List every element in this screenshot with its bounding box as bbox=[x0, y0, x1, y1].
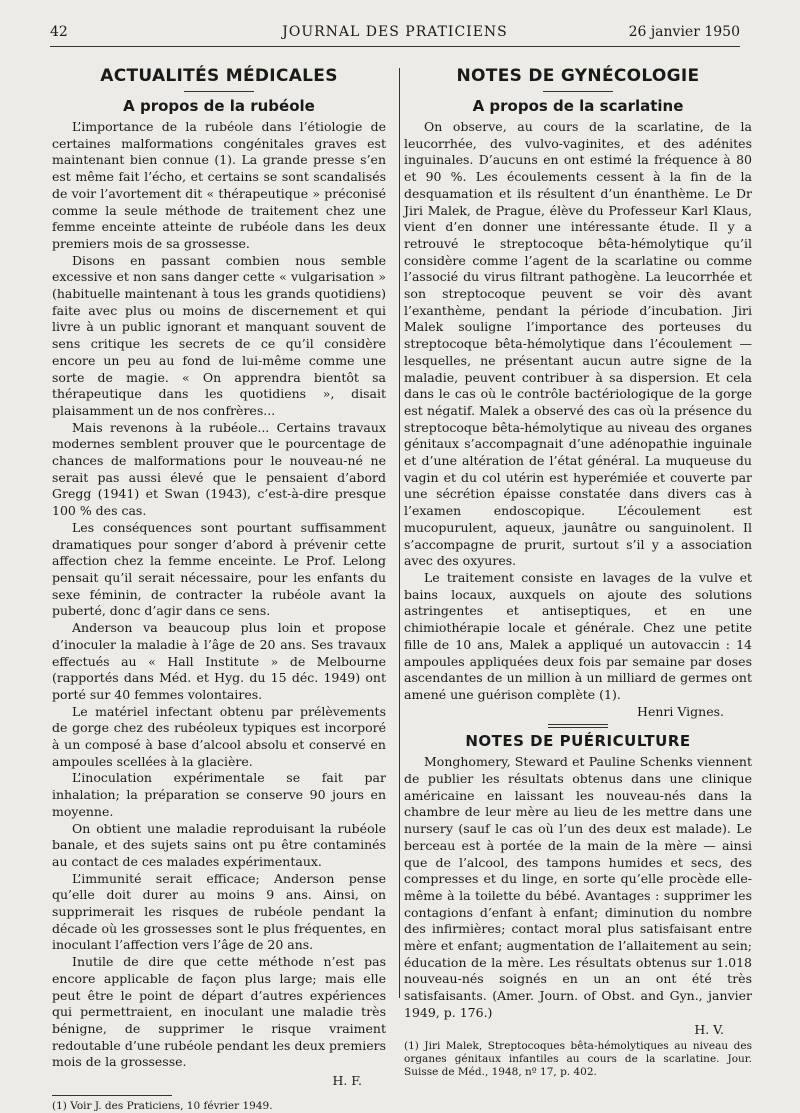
section-title-puericulture: NOTES DE PUÉRICULTURE bbox=[465, 732, 691, 751]
article-title-scarlatine: A propos de la scarlatine bbox=[472, 97, 684, 115]
paragraph: On obtient une maladie reproduisant la rubéole banale, et des sujets sains ont pu être contaminés au contact de ces malades expérimentaux. bbox=[52, 820, 386, 869]
paragraph: L’importance de la rubéole dans l’étiologie de certaines malformations congénitales graves est maintenant bien connue (1). La grande presse s’en est même fait l’écho, et certains se sont scandalisés de voir l’avortement dit « thérapeutique » préconisé comme la seule méthode de traitement chez une femme enceinte atteinte de rubéole dans les deux premiers mois de sa grossesse. bbox=[52, 119, 386, 251]
paragraph: On observe, au cours de la scarlatine, de la leucorrhée, des vulvo-vaginites, et des adénites inguinales. D’aucuns en ont estimé la fréquence à 80 et 90 %. Les écoulements cessent à la fin de la desquamation et ils résultent d’un énanthème. Le Dr Jiri Malek, de Prague, élève du Professeur Karl Klaus, vient d’en donner une intéressante étude. Il y a retrouvé le streptocoque bêta-hémolytique qu’il considère comme l’agent de la scarlatine ou comme l’associé du virus filtrant pathogène. La leucorrhée et son streptocoque peuvent se voir dès avant l’exanthème, pendant la période d’incubation. Jiri Malek souligne l’importance des porteuses du streptocoque bêta-hémolytique dans l’écoulement — lesquelles, ne présentant aucun autre signe de la maladie, peuvent contribuer à sa dispersion. Et cela dans le cas où le contrôle bactériologique de la gorge est négatif. Malek a observé des cas où la présence du streptocoque bêta-hémolytique au niveau des organes génitaux s’accompagnait d’une adénopathie inguinale et d’une altération de l’état général. La muqueuse du vagin et du col utérin est hyperémiée et couverte par une sécrétion épaisse constatée dans divers cas à l’examen endoscopique. L’écoulement est mucopurulent, aqueux, jaunâtre ou sanguinolent. Il s’accompagne de prurit, surtout s’il y a association avec des oxyures. bbox=[404, 119, 752, 569]
section-title-gynecologie: NOTES DE GYNÉCOLOGIE bbox=[456, 66, 700, 86]
left-column bbox=[52, 62, 386, 1113]
article-title-rubeole: A propos de la rubéole bbox=[123, 97, 315, 115]
title-rule bbox=[543, 91, 613, 92]
paragraph: L’immunité serait efficace; Anderson pense qu’elle doit durer au moins 9 ans. Ainsi, on supprimerait les risques de rubéole pendant la décade où les grossesses sont le plus fréquentes, en inoculant l’affection vers l’âge de 20 ans. bbox=[52, 870, 386, 953]
issue-date: 26 janvier 1950 bbox=[628, 24, 740, 40]
title-rule bbox=[184, 91, 254, 92]
journal-title: JOURNAL DES PRATICIENS bbox=[282, 24, 508, 40]
paragraph: L’inoculation expérimentale se fait par inhalation; la préparation se conserve 90 jours en moyenne. bbox=[52, 770, 386, 819]
paragraph: Anderson va beaucoup plus loin et propose d’inoculer la maladie à l’âge de 20 ans. Ses travaux effectués au « Hall Institute » de Melbourne (rapportés dans Méd. et Hyg. du 15 déc. 1949) ont porté sur 40 femmes volontaires. bbox=[52, 620, 386, 702]
paragraph: Inutile de dire que cette méthode n’est pas encore applicable de façon plus large; mais elle peut être le point de départ d’autres expériences qui permettraient, en inoculant une maladie très bénigne, de supprimer le risque vraiment redoutable d’une rubéole pendant les deux premiers mois de la grossesse. bbox=[52, 954, 386, 1070]
footnote: (1) Voir J. des Praticiens, 10 février 1949. bbox=[52, 1100, 273, 1113]
signature: H. F. bbox=[332, 1073, 362, 1089]
column-divider bbox=[399, 68, 400, 998]
signature: H. V. bbox=[694, 1021, 724, 1037]
paragraph: Les conséquences sont pourtant suffisamment dramatiques pour songer d’abord à prévenir cette affection chez la femme enceinte. Le Prof. Lelong pensait qu’il serait nécessaire, pour les enfants du sexe féminin, de contracter la rubéole avant la puberté, donc d’agir dans ce sens. bbox=[52, 519, 386, 619]
paragraph: Le matériel infectant obtenu par prélèvements de gorge chez des rubéoleux typiques est incorporé à un composé à base d’alcool absolu et conservé en ampoules scellées à la glacière. bbox=[52, 703, 386, 769]
paragraph: Mais revenons à la rubéole... Certains travaux modernes semblent prouver que le pourcentage de chances de malformations pour le nouveau-né ne serait pas aussi élevé que le pensaient d’abord Gregg (1941) et Swan (1943), c’est-à-dire presque 100 % des cas. bbox=[52, 419, 386, 519]
page-number: 42 bbox=[50, 24, 68, 40]
paragraph: Disons en passant combien nous semble excessive et non sans danger cette « vulgarisation » (habituelle maintenant à tous les grands quotidiens) faite avec plus ou moins de discernement et qui livre à un public ignorant et manquant souvent de sens critique les secrets de ce qu’il considère encore un peu au fond de lui-même comme une sorte de magie. « On apprendra bientôt sa thérapeutique dans les quotidiens », disait plaisamment un de nos confrères... bbox=[52, 252, 386, 418]
section-rule bbox=[548, 724, 608, 728]
signature: Henri Vignes. bbox=[637, 703, 724, 719]
page-header bbox=[50, 22, 740, 47]
right-column bbox=[404, 62, 752, 1079]
paragraph: Le traitement consiste en lavages de la vulve et bains locaux, auxquels on ajoute des solutions astringentes et antiseptiques, et en une chimiothérapie locale et générale. Chez une petite fille de 10 ans, Malek a appliqué un autovaccin : 14 ampoules appliquées deux fois par semaine par doses ascendantes de un million à un milliard de germes ont amené une guérison complète (1). bbox=[404, 569, 752, 702]
section-title-actualites: ACTUALITÉS MÉDICALES bbox=[100, 66, 338, 86]
paragraph: Monghomery, Steward et Pauline Schenks viennent de publier les résultats obtenus dans une clinique américaine en laissant les nouveau-nés dans la chambre de leur mère au lieu de les mettre dans une nursery (sauf le cas où l’un des deux est malade). Le berceau est à portée de la main de la mère — ainsi que de l’alcool, des tampons humides et secs, des compresses et du linge, en sorte qu’elle procède elle-même à la toilette du bébé. Avantages : supprimer les contagions d’enfant à enfant; diminution du nombre des infirmières; contact moral plus satisfaisant entre mère et enfant; augmentation de l’allaitement au sein; éducation de la mère. Les résultats obtenus sur 1.018 nouveau-nés soignés en un an ont été très satisfaisants. (Amer. Journ. of Obst. and Gyn., janvier 1949, p. 176.) bbox=[404, 754, 752, 1020]
footnote-rule bbox=[52, 1095, 172, 1096]
footnote: (1) Jiri Malek, Streptocoques bêta-hémolytiques au niveau des organes génitaux infantiles au cours de la scarlatine. Jour. Suisse de Méd., 1948, nº 17, p. 402. bbox=[404, 1040, 752, 1079]
